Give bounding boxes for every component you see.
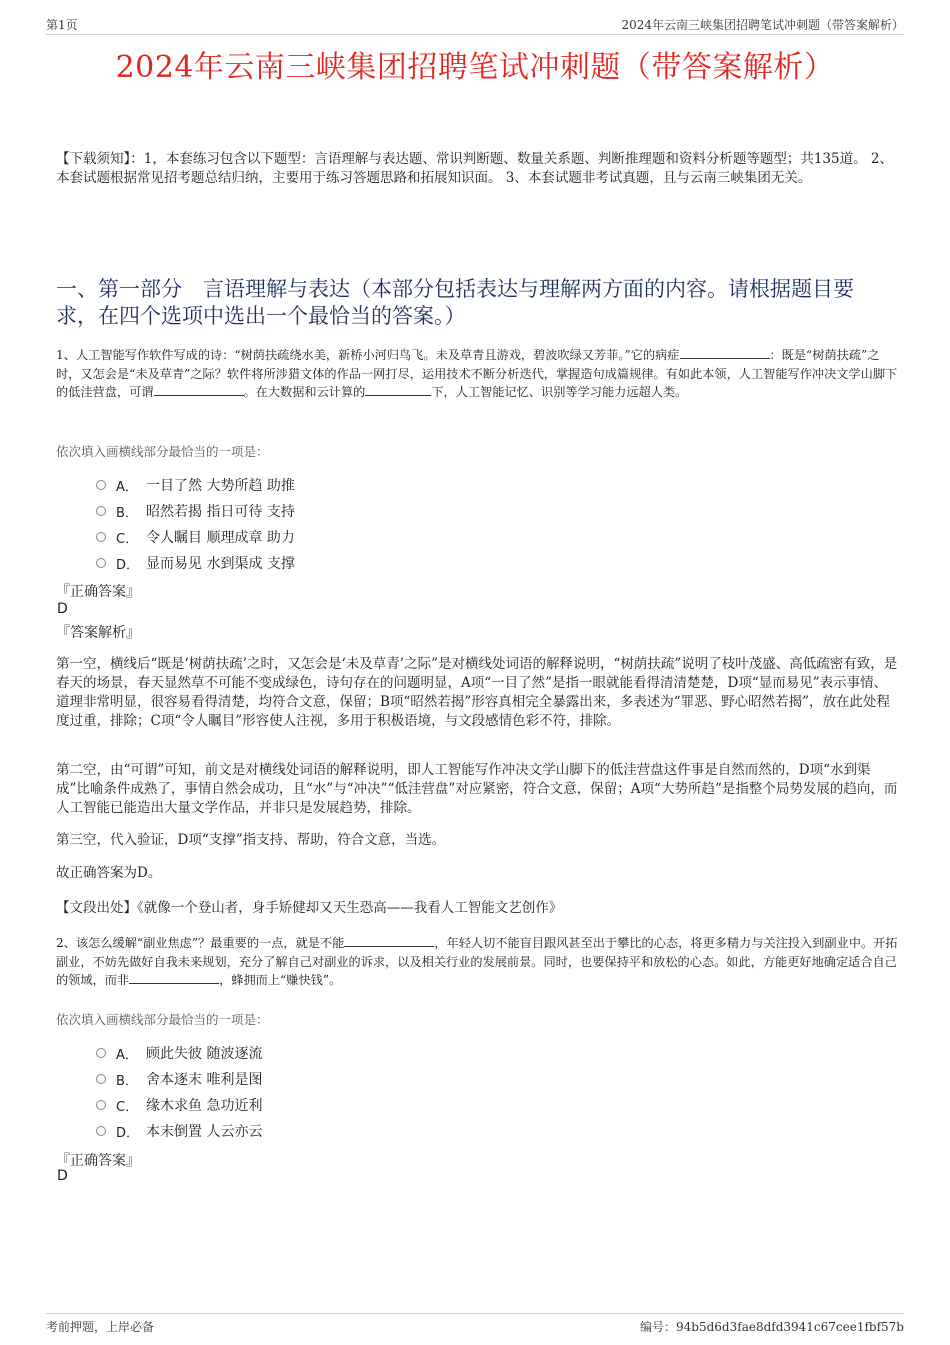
- q2-part-3: ，蜂拥而上“赚快钱”。: [219, 973, 342, 987]
- q1-source: 【文段出处】《就像一个登山者，身手矫健却又天生恐高——我看人工智能文艺创作》: [56, 900, 563, 916]
- q1-option-b[interactable]: [96, 498, 295, 524]
- page-number: 第1页: [46, 18, 78, 32]
- option-text: 缘木求鱼 急功近利: [146, 1098, 263, 1114]
- blank-line: [344, 934, 434, 947]
- document-title: 2024年云南三峡集团招聘笔试冲刺题（带答案解析）: [115, 50, 835, 85]
- radio-icon[interactable]: [96, 558, 106, 568]
- q1-analysis-1: 第一空，横线后“既是‘树荫扶疏’之时，又怎会是‘未及草青’之际”是对横线处词语的解释说明，“树荫扶疏”说明了枝叶茂盛、高低疏密有致，是春天的场景，春天显然草不可能不变成绿色，诗句存在的问题明显，A项“一目了然”是指一眼就能看得清清楚楚，D项“显而易见”表示事情、道理非常明显，很容易看得清楚，均符合文意，保留；B项“昭然若揭”形容真相完全暴露出来，多表述为“罪恶、野心昭然若揭”，放在此处程度过重，排除；C项“令人瞩目”形容使人注视，多用于积极语境，与文段感情色彩不符，排除。: [56, 656, 898, 729]
- option-text: 一目了然 大势所趋 助推: [146, 478, 295, 494]
- q2-instruction: 依次填入画横线部分最恰当的一项是：: [56, 1012, 269, 1027]
- blank-line: [365, 383, 431, 396]
- radio-icon[interactable]: [96, 532, 106, 542]
- option-text: 昭然若揭 指日可待 支持: [146, 504, 295, 520]
- header-doc-title: 2024年云南三峡集团招聘笔试冲刺题（带答案解析）: [621, 18, 904, 32]
- q2-option-c[interactable]: [96, 1092, 262, 1118]
- option-letter: D．: [116, 557, 140, 573]
- radio-icon[interactable]: [96, 506, 106, 516]
- option-text: 显而易见 水到渠成 支撑: [146, 556, 295, 572]
- q1-options: [96, 472, 295, 576]
- option-letter: D．: [116, 1125, 140, 1141]
- page-footer: [46, 1313, 904, 1334]
- option-text: 本末倒置 人云亦云: [146, 1124, 263, 1140]
- q1-option-c[interactable]: [96, 524, 295, 550]
- footer-slogan: 考前押题，上岸必备: [46, 1320, 155, 1334]
- download-notice: 【下载须知】：1，本套练习包含以下题型：言语理解与表达题、常识判断题、数量关系题、判断推理题和资料分析题等题型；共135道。 2、本套试题根据常见招考题总结归纳，主要用于练习答题思路和拓展知识面。 3、本套试题非考试真题，且与云南三峡集团无关。: [56, 151, 893, 186]
- blank-line: [680, 346, 770, 359]
- option-letter: A．: [116, 1047, 138, 1063]
- q2-answer: D: [57, 1168, 68, 1184]
- option-text: 顾此失彼 随波逐流: [146, 1046, 263, 1062]
- q2-option-a[interactable]: [96, 1040, 262, 1066]
- q1-part-1: 1、人工智能写作软件写成的诗：“树荫扶疏绕水美，新桥小河归鸟飞。未及草青且游戏，碧波吹绿又芳菲。”它的病症: [56, 348, 680, 362]
- option-letter: C．: [116, 1099, 139, 1115]
- option-text: 令人瞩目 顺理成章 助力: [146, 530, 295, 546]
- q1-analysis-4: 故正确答案为D。: [56, 865, 162, 881]
- question-2-text: [56, 934, 898, 990]
- option-letter: C．: [116, 531, 139, 547]
- q1-instruction: 依次填入画横线部分最恰当的一项是：: [56, 444, 269, 459]
- q2-answer-label: 『正确答案』: [56, 1153, 140, 1169]
- option-text: 舍本逐末 唯利是图: [146, 1072, 263, 1088]
- blank-line: [154, 383, 244, 396]
- option-letter: B．: [116, 1073, 138, 1089]
- q1-analysis-3: 第三空，代入验证，D项“支撑”指支持、帮助，符合文意，当选。: [56, 832, 446, 848]
- radio-icon[interactable]: [96, 1100, 106, 1110]
- q2-options: [96, 1040, 262, 1144]
- q1-analysis-2: 第二空，由“可谓”可知，前文是对横线处词语的解释说明，即人工智能写作冲决文学山脚下的低洼营盘这件事是自然而然的，D项“水到渠成”比喻条件成熟了，事情自然会成功，且“水”与“冲决”“低洼营盘”对应紧密，符合文意，保留；A项“大势所趋”是指整个局势发展的趋向，而人工智能已能造出大量文学作品，并非只是发展趋势，排除。: [56, 762, 898, 816]
- q1-answer-label: 『正确答案』: [56, 584, 140, 600]
- radio-icon[interactable]: [96, 1048, 106, 1058]
- section-title: 一、第一部分 言语理解与表达（本部分包括表达与理解两方面的内容。请根据题目要求，在四个选项中选出一个最恰当的答案。）: [56, 277, 854, 328]
- q1-option-a[interactable]: [96, 472, 295, 498]
- option-letter: B．: [116, 505, 138, 521]
- q1-part-2: ：既是“树荫扶疏”之时，又怎会是“未及草青”之际？软件将所涉猎文体的作品一网打尽，运用技术不断分析迭代，掌握造句成篇规律。有如此本领，人工智能写作冲决文学山脚下的低洼营盘，可谓: [56, 348, 898, 399]
- q2-option-b[interactable]: [96, 1066, 262, 1092]
- question-1-text: [56, 346, 898, 402]
- q2-part-2: ，年轻人切不能盲目跟风甚至出于攀比的心态，将更多精力与关注投入到副业中。开拓副业，不妨先做好自我未来规划，充分了解自己对副业的诉求，以及相关行业的发展前景。同时，也要保持平和放松的心态。如此，方能更好地确定适合自己的领域，而非: [56, 936, 898, 987]
- option-letter: A．: [116, 479, 138, 495]
- q1-part-3: 。在大数据和云计算的: [243, 385, 366, 399]
- footer-serial: 编号：94b5d6d3fae8dfd3941c67cee1fbf57b: [640, 1320, 904, 1334]
- q2-part-1: 2、该怎么缓解“副业焦虑”？最重要的一点，就是不能: [56, 936, 345, 950]
- blank-line: [129, 971, 219, 984]
- radio-icon[interactable]: [96, 1126, 106, 1136]
- radio-icon[interactable]: [96, 1074, 106, 1084]
- q1-analysis-label: 『答案解析』: [56, 625, 140, 641]
- q1-part-4: 下，人工智能记忆、识别等学习能力远超人类。: [431, 385, 688, 399]
- q1-answer: D: [57, 601, 68, 617]
- page-header: [46, 14, 904, 35]
- q1-option-d[interactable]: [96, 550, 295, 576]
- radio-icon[interactable]: [96, 480, 106, 490]
- q2-option-d[interactable]: [96, 1118, 262, 1144]
